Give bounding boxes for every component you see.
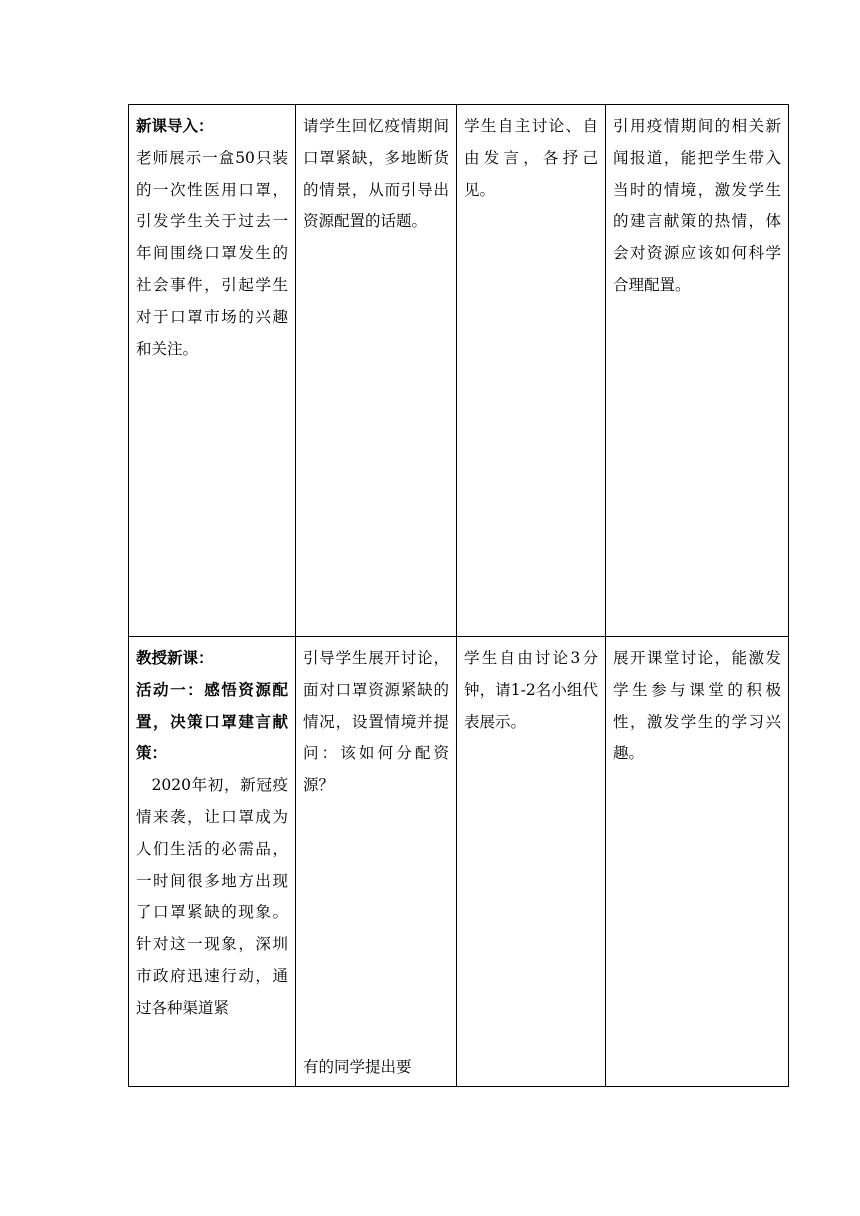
table-cell [296,637,457,1087]
section-heading: 新课导入： [136,117,214,135]
cell-text: 引用疫情期间的相关新闻报道，能把学生带入当时的情境，激发学生的建言献策的热情，体会对资源应该如何科学合理配置。 [613,117,781,294]
table-cell [457,105,606,637]
cell-text: 请学生回忆疫情期间口罩紧缺，多地断货的情景，从而引导出资源配置的话题。 [303,117,449,231]
cell-text: 老师展示一盒50只装的一次性医用口罩，引发学生关于过去一年间围绕口罩发生的社会事件，引起学生对于口罩市场的兴趣和关注。 [136,148,288,358]
section-heading: 教授新课： [136,649,214,667]
cell-text-continued: 有的同学提出要 [303,1058,412,1077]
table-cell [129,637,296,1087]
table-row [129,105,789,637]
table-row [129,637,789,1087]
table-cell [457,637,606,1087]
cell-text: 学生自主讨论、自由发言，各抒己见。 [464,117,598,199]
table-cell [129,105,296,637]
cell-text: 展开课堂讨论，能激发学生参与课堂的积极性，激发学生的学习兴趣。 [613,649,781,763]
lesson-plan-table [128,104,789,1087]
table-cell [606,637,789,1087]
cell-text: 学生自由讨论3分钟，请1-2名小组代表展示。 [464,649,598,731]
table-cell [606,105,789,637]
table-cell [296,105,457,637]
activity-heading: 活动一：感悟资源配置，决策口罩建言献策： [136,680,288,763]
cell-text: 2020年初，新冠疫情来袭，让口罩成为人们生活的必需品，一时间很多地方出现了口罩紧缺的现象。针对这一现象，深圳市政府迅速行动，通过各种渠道紧 [136,776,288,1017]
cell-text: 引导学生展开讨论，面对口罩资源紧缺的情况，设置情境并提问：该如何分配资源？ [303,649,449,795]
